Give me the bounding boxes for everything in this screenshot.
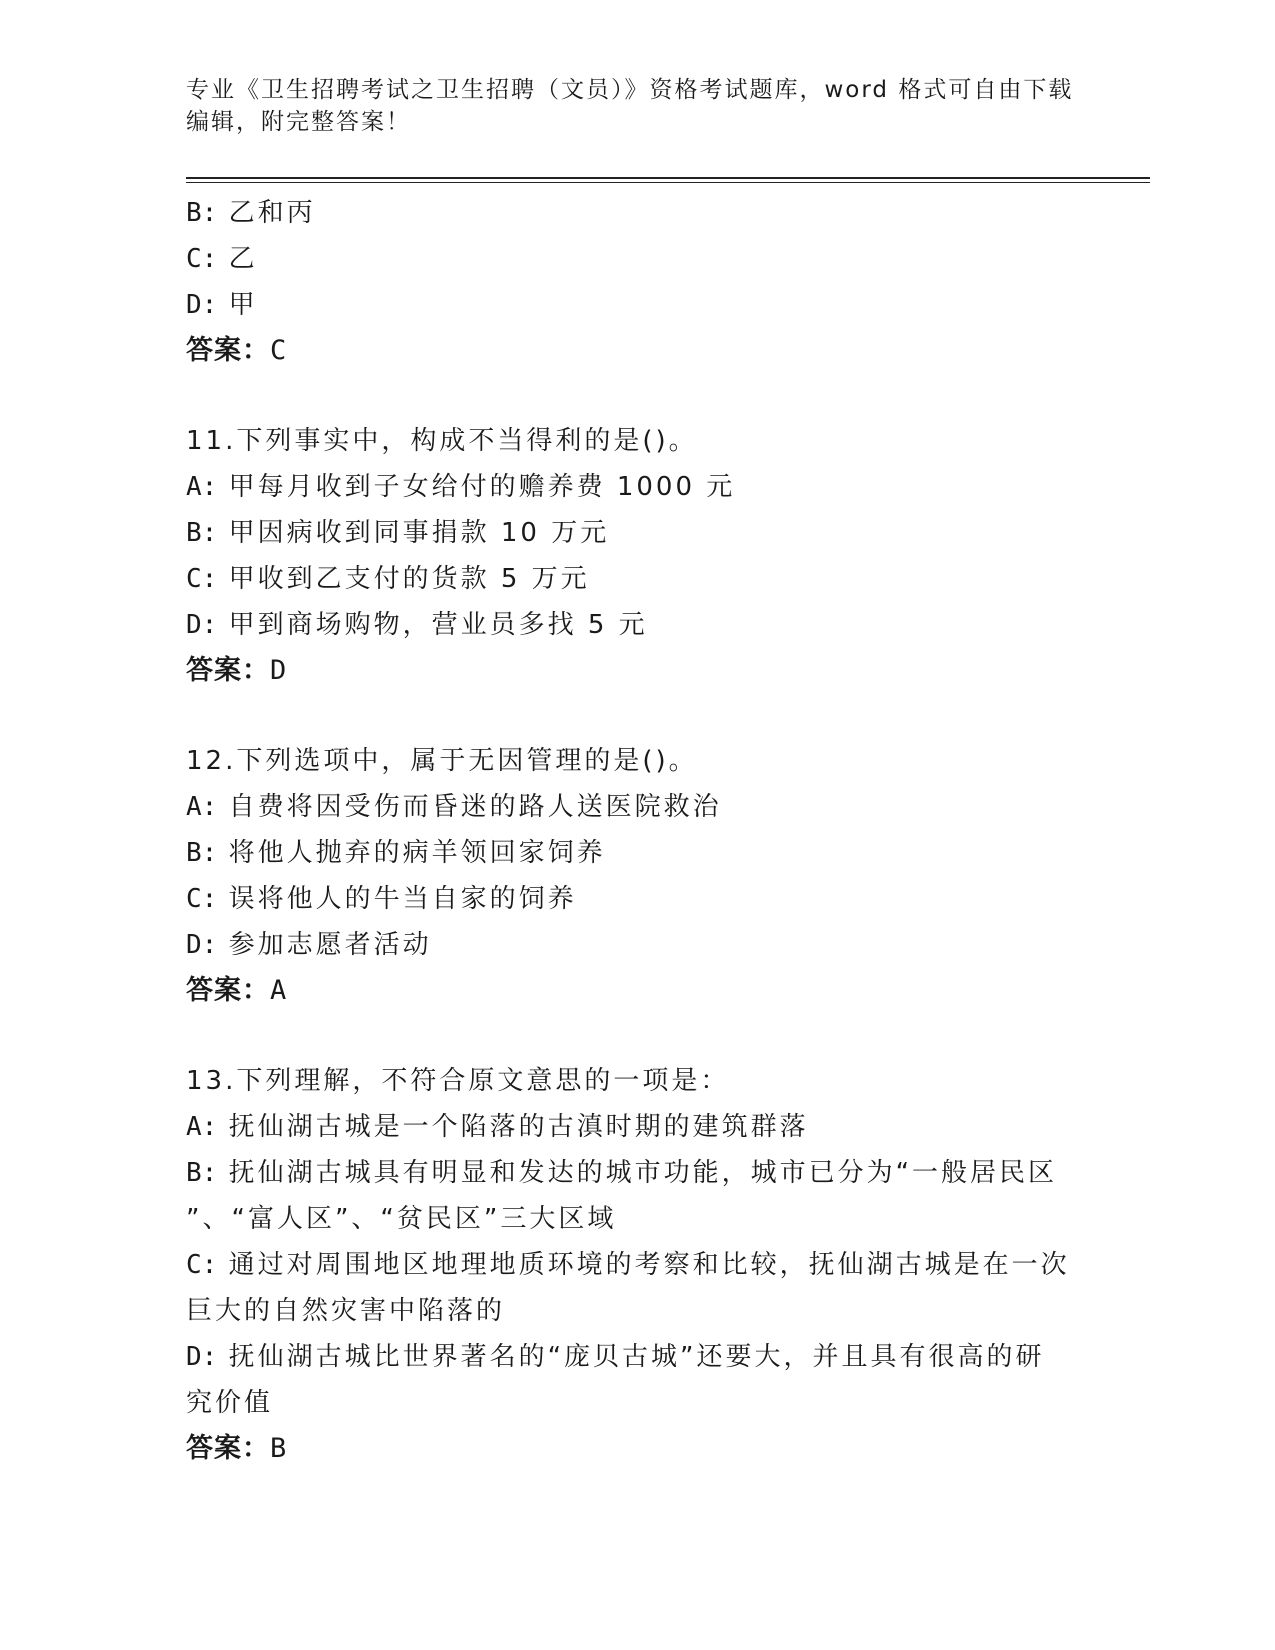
option-a	[186, 464, 1086, 510]
header-line-2: 编辑，附完整答案！	[186, 109, 411, 135]
option-text: 抚仙湖古城比世界著名的“庞贝古城”还要大，并且具有很高的研	[228, 1342, 1045, 1372]
question-stem: 12.下列选项中，属于无因管理的是()。	[186, 746, 698, 776]
document-header	[186, 74, 1086, 138]
option-b	[186, 510, 1086, 556]
option-text: 甲每月收到子女给付的赡养费 1000 元	[228, 472, 736, 502]
answer-line	[186, 328, 1086, 374]
option-text: 参加志愿者活动	[228, 930, 432, 960]
header-line-1: 专业《卫生招聘考试之卫生招聘（文员）》资格考试题库，word 格式可自由下载	[186, 77, 1074, 103]
option-text: 自费将因受伤而昏迷的路人送医院救治	[228, 792, 722, 822]
option-a	[186, 784, 1086, 830]
question-stem: 13.下列理解，不符合原文意思的一项是：	[186, 1066, 730, 1096]
option-text: 误将他人的牛当自家的饲养	[228, 884, 577, 914]
option-d-continued: 究价值	[186, 1388, 274, 1418]
option-text: 甲因病收到同事捐款 10 万元	[228, 518, 610, 548]
option-text: 抚仙湖古城是一个陷落的古滇时期的建筑群落	[228, 1112, 809, 1142]
answer-line	[186, 648, 1086, 694]
question-stem: 11.下列事实中，构成不当得利的是()。	[186, 426, 698, 456]
option-letter: D:	[186, 290, 218, 320]
question-list	[186, 190, 1086, 1472]
header-divider-thin	[186, 182, 1150, 183]
header-divider-thick	[186, 177, 1150, 179]
option-letter: A:	[186, 472, 218, 502]
option-b	[186, 830, 1086, 876]
option-letter: A:	[186, 792, 218, 822]
option-letter: C:	[186, 244, 218, 274]
option-letter: B:	[186, 838, 218, 868]
answer-label: 答案：	[186, 335, 270, 366]
option-c	[186, 876, 1086, 922]
answer-value: B	[270, 1433, 288, 1464]
answer-value: C	[270, 335, 288, 366]
answer-line	[186, 1426, 1086, 1472]
option-d	[186, 602, 1086, 648]
answer-value: A	[270, 975, 288, 1006]
option-c	[186, 1242, 1086, 1288]
question-11	[186, 418, 1086, 694]
prev-question-block	[186, 190, 1086, 374]
option-letter: B:	[186, 1158, 218, 1188]
option-text: 甲收到乙支付的货款 5 万元	[228, 564, 590, 594]
option-letter: A:	[186, 1112, 218, 1142]
option-c-continued: 巨大的自然灾害中陷落的	[186, 1296, 506, 1326]
option-text: 甲到商场购物，营业员多找 5 元	[228, 610, 648, 640]
option-letter: C:	[186, 1250, 218, 1280]
question-13	[186, 1058, 1086, 1472]
option-b	[186, 1150, 1086, 1196]
option-text: 甲	[228, 290, 258, 320]
option-letter: C:	[186, 884, 218, 914]
option-b	[186, 190, 1086, 236]
option-text: 抚仙湖古城具有明显和发达的城市功能，城市已分为“一般居民区	[228, 1158, 1058, 1188]
option-text: 通过对周围地区地理地质环境的考察和比较，抚仙湖古城是在一次	[228, 1250, 1070, 1280]
option-text: 乙	[228, 244, 258, 274]
option-letter: C:	[186, 564, 218, 594]
option-letter: B:	[186, 198, 218, 228]
option-letter: D:	[186, 610, 218, 640]
option-a	[186, 1104, 1086, 1150]
question-12	[186, 738, 1086, 1014]
option-d	[186, 282, 1086, 328]
option-d	[186, 1334, 1086, 1380]
answer-label: 答案：	[186, 655, 270, 686]
answer-label: 答案：	[186, 1433, 270, 1464]
option-d	[186, 922, 1086, 968]
answer-line	[186, 968, 1086, 1014]
answer-label: 答案：	[186, 975, 270, 1006]
option-text: 将他人抛弃的病羊领回家饲养	[228, 838, 606, 868]
option-c	[186, 236, 1086, 282]
answer-value: D	[270, 655, 288, 686]
option-text: 乙和丙	[228, 198, 316, 228]
option-letter: D:	[186, 1342, 218, 1372]
option-b-continued: ”、“富人区”、“贫民区”三大区域	[186, 1204, 617, 1234]
option-letter: B:	[186, 518, 218, 548]
option-c	[186, 556, 1086, 602]
option-letter: D:	[186, 930, 218, 960]
